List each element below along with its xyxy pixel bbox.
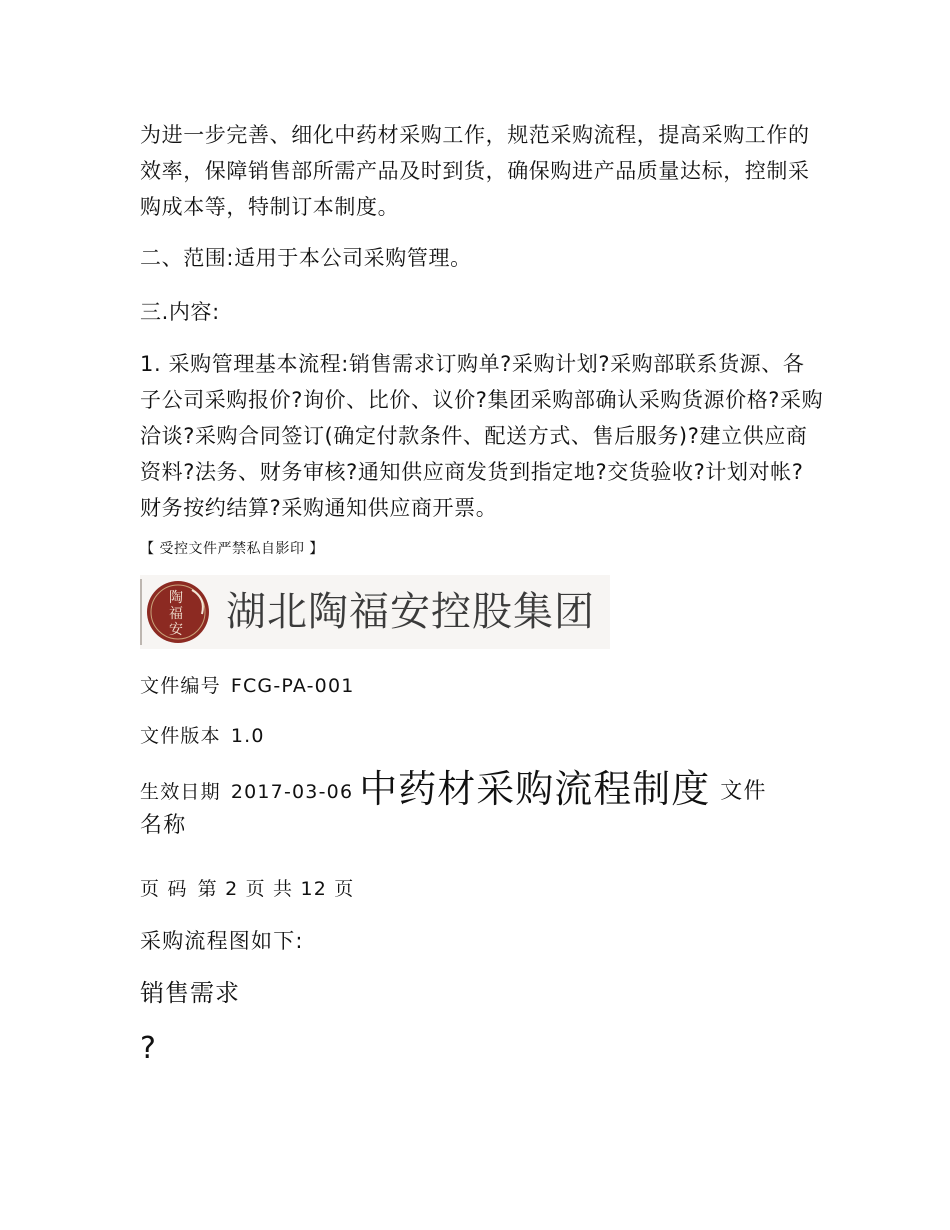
doc-version-value: 1.0 [230, 725, 265, 747]
seal-icon [146, 580, 210, 644]
company-name: 湖北陶福安控股集团 [226, 589, 595, 635]
doc-number-label: 文件编号 [140, 675, 221, 697]
seal-char-3: 安 [169, 622, 183, 638]
doc-name-label-a: 文件 [720, 779, 767, 804]
company-logo [140, 575, 610, 649]
doc-date-title-row [140, 767, 820, 843]
seal-char-1: 陶 [169, 590, 183, 606]
doc-date-label: 生效日期 [140, 781, 221, 803]
content-section-heading: 三.内容: [140, 300, 220, 324]
logo-divider [140, 579, 142, 645]
doc-page-value: 第 2 页 共 12 页 [197, 878, 355, 900]
doc-number-row [140, 673, 820, 699]
intro-paragraph: 为进一步完善、细化中药材采购工作，规范采购流程，提高采购工作的效率，保障销售部所需产品及时到货，确保购进产品质量达标，控制采购成本等，特制订本制度。 [140, 123, 810, 219]
doc-date-value: 2017-03-06 [230, 781, 354, 803]
process-paragraph: 1. 采购管理基本流程:销售需求订购单?采购计划?采购部联系货源、各子公司采购报价?询价、比价、议价?集团采购部确认采购货源价格?采购洽谈?采购合同签订(确定付款条件、配送方式、售后服务)?建立供应商资料?法务、财务审核?通知供应商发货到指定地?交货验收?计划对帐?财务按约结算?采购通知供应商开票。 [140, 352, 824, 520]
doc-number-value: FCG-PA-001 [230, 675, 355, 697]
flow-arrow: ? [140, 1031, 156, 1066]
control-notice: 【 受控文件严禁私自影印 】 [140, 541, 324, 557]
flow-step-sales-demand: 销售需求 [140, 979, 240, 1007]
doc-version-row [140, 723, 820, 749]
doc-page-label: 页 码 [140, 878, 188, 900]
doc-title: 中药材采购流程制度 [359, 767, 711, 811]
scope-section: 二、范围:适用于本公司采购管理。 [140, 246, 472, 270]
seal-char-2: 福 [169, 606, 183, 622]
doc-page-row [140, 876, 820, 902]
doc-version-label: 文件版本 [140, 725, 221, 747]
flow-intro: 采购流程图如下: [140, 929, 304, 953]
doc-name-label-b: 名称 [140, 813, 187, 838]
